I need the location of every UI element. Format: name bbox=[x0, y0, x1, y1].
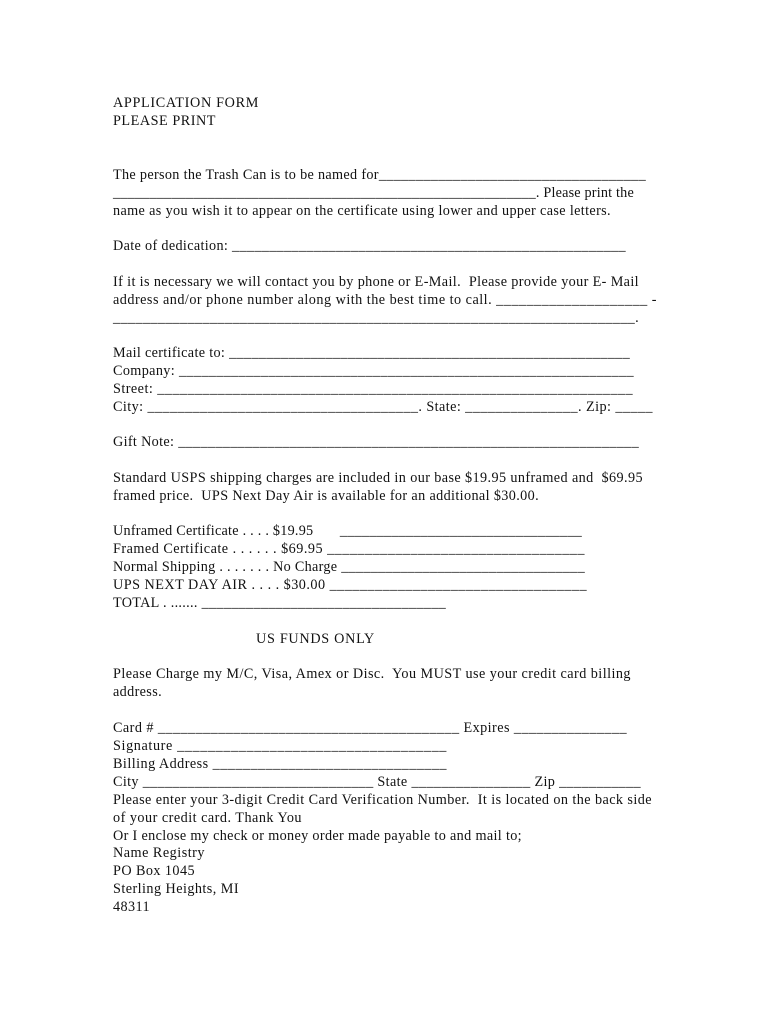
dedication-date-field[interactable]: Date of dedication: _____________________________________________________ bbox=[113, 238, 626, 254]
contact-field-cont[interactable]: ______________________________________________________________________. bbox=[113, 310, 640, 326]
signature-field[interactable]: Signature ___________________________________ bbox=[113, 738, 448, 754]
cvv-instructions-cont: of your credit card. Thank You bbox=[113, 810, 302, 826]
card-number-field[interactable]: Card # ________________________________________ Expires _______________ bbox=[113, 720, 628, 736]
street-field[interactable]: Street: _______________________________________________________________ bbox=[113, 381, 634, 397]
form-subtitle: PLEASE PRINT bbox=[113, 113, 216, 129]
contact-instructions: If it is necessary we will contact you by phone or E-Mail. Please provide your E- Mail bbox=[113, 274, 639, 290]
framed-price-line[interactable]: Framed Certificate . . . . . . $69.95 __________________________________ bbox=[113, 541, 585, 557]
mailing-address-box: PO Box 1045 bbox=[113, 863, 195, 879]
us-funds-notice: US FUNDS ONLY bbox=[256, 631, 375, 647]
mailing-address-zip: 48311 bbox=[113, 899, 150, 915]
shipping-info-cont: framed price. UPS Next Day Air is available for an additional $30.00. bbox=[113, 488, 540, 504]
name-instructions: name as you wish it to appear on the certificate using lower and upper case letters. bbox=[113, 203, 611, 219]
payment-instructions: Please Charge my M/C, Visa, Amex or Disc. You MUST use your credit card billing bbox=[113, 666, 631, 682]
mailing-address-city: Sterling Heights, MI bbox=[113, 881, 239, 897]
form-title: APPLICATION FORM bbox=[113, 95, 259, 111]
ups-shipping-line[interactable]: UPS NEXT DAY AIR . . . . $30.00 __________________________________ bbox=[113, 577, 588, 593]
unframed-price-line[interactable]: Unframed Certificate . . . . $19.95 _________________________________ bbox=[113, 523, 583, 539]
cvv-instructions: Please enter your 3-digit Credit Card Verification Number. It is located on the back side bbox=[113, 792, 652, 808]
city-state-zip-field[interactable]: City: ____________________________________. State: _______________. Zip: _____ bbox=[113, 399, 653, 415]
shipping-info: Standard USPS shipping charges are included in our base $19.95 unframed and $69.95 bbox=[113, 470, 643, 486]
check-instructions: Or I enclose my check or money order made payable to and mail to; bbox=[113, 828, 522, 844]
payment-instructions-cont: address. bbox=[113, 684, 162, 700]
mailing-address-name: Name Registry bbox=[113, 845, 205, 861]
honoree-name-field-cont[interactable]: __________________________________________________________. Please print the bbox=[113, 185, 634, 201]
honoree-name-field[interactable]: The person the Trash Can is to be named for____________________________________ bbox=[113, 167, 646, 183]
total-line[interactable]: TOTAL . ....... _________________________________ bbox=[113, 595, 447, 611]
gift-note-field[interactable]: Gift Note: ______________________________________________________________ bbox=[113, 434, 640, 450]
company-field[interactable]: Company: _____________________________________________________________ bbox=[113, 363, 634, 379]
mail-certificate-field[interactable]: Mail certificate to: ______________________________________________________ bbox=[113, 345, 631, 361]
normal-shipping-line[interactable]: Normal Shipping . . . . . . . No Charge _________________________________ bbox=[113, 559, 585, 575]
contact-field[interactable]: address and/or phone number along with the best time to call. ____________________ - bbox=[113, 292, 657, 308]
billing-address-field[interactable]: Billing Address _______________________________ bbox=[113, 756, 447, 772]
billing-city-state-zip-field[interactable]: City _______________________________ State ________________ Zip ___________ bbox=[113, 774, 642, 790]
